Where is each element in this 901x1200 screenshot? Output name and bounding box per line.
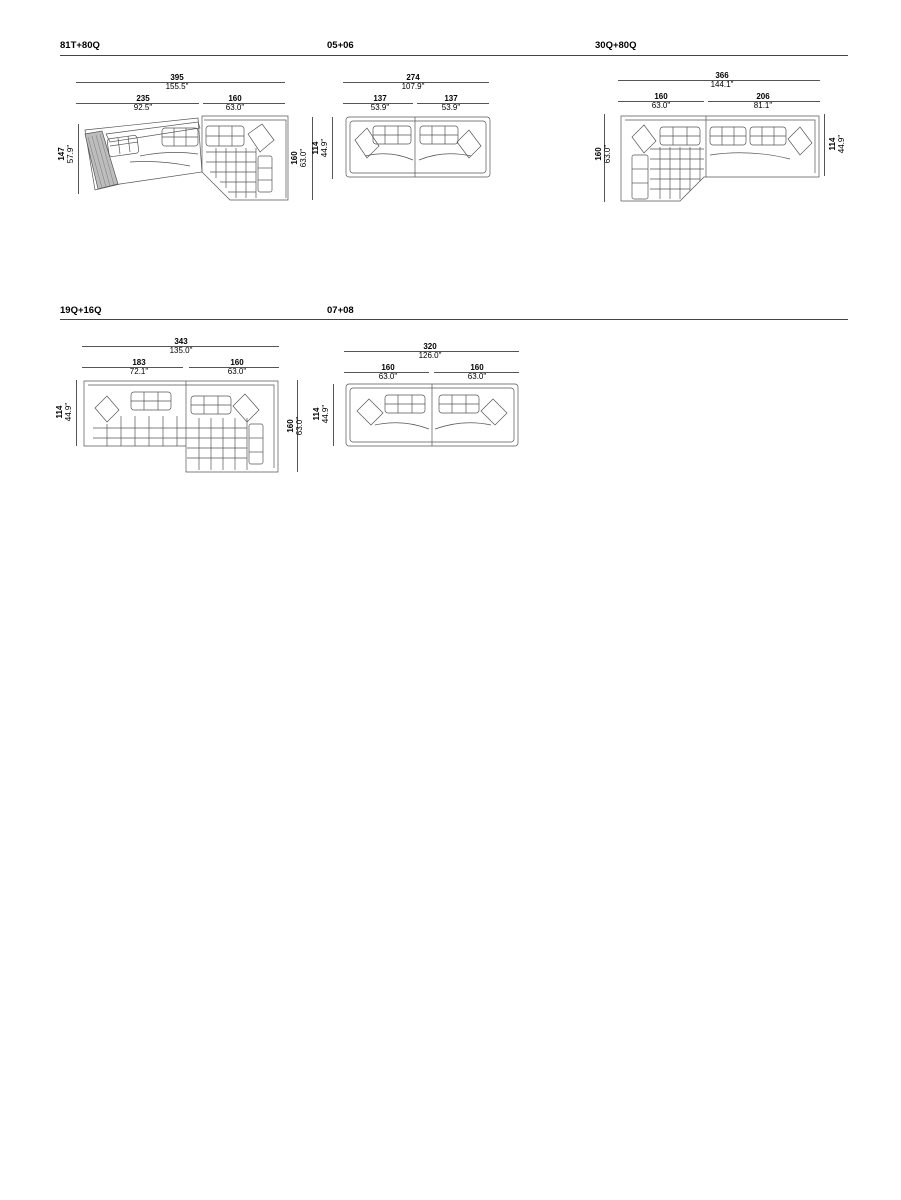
depth-in: 57.9"	[66, 144, 75, 164]
width-in: 155.5"	[165, 82, 189, 91]
width-in: 126.0"	[418, 351, 442, 360]
module-width-label	[754, 92, 772, 110]
sofa-plan-05-06	[345, 116, 491, 178]
module-width-label	[134, 94, 152, 112]
module-cm: 183	[132, 358, 146, 367]
width-in: 144.1"	[710, 80, 734, 89]
module-width-label	[379, 363, 397, 381]
width-cm: 395	[170, 73, 184, 82]
module-width-label	[228, 358, 246, 376]
module-cm: 160	[381, 363, 395, 372]
depth-in: 63.0"	[295, 416, 304, 436]
sofa-plan-81T-80Q	[80, 112, 290, 204]
depth-cm: 160	[290, 151, 299, 165]
module-in: 92.5"	[133, 103, 153, 112]
module-cm: 137	[444, 94, 458, 103]
width-cm: 366	[715, 71, 729, 80]
config-title: 05+06	[327, 40, 354, 51]
left-depth-line	[333, 384, 334, 446]
config-title: 19Q+16Q	[60, 305, 102, 316]
module-in: 53.9"	[370, 103, 390, 112]
module-cm: 160	[230, 358, 244, 367]
width-cm: 320	[423, 342, 437, 351]
depth-cm: 147	[57, 147, 66, 161]
module-cm: 206	[756, 92, 770, 101]
module-width-label	[371, 94, 389, 112]
module-cm: 160	[654, 92, 668, 101]
width-in: 107.9"	[401, 82, 425, 91]
config-title: 07+08	[327, 305, 354, 316]
depth-in: 44.9"	[837, 134, 846, 154]
depth-cm: 160	[286, 419, 295, 433]
module-cm: 137	[373, 94, 387, 103]
sofa-plan-19Q-16Q	[83, 380, 279, 474]
depth-in: 44.9"	[64, 402, 73, 422]
module-cm: 160	[228, 94, 242, 103]
module-cm: 235	[136, 94, 150, 103]
module-width-label	[226, 94, 244, 112]
right-depth-line	[312, 117, 313, 200]
depth-cm: 160	[594, 147, 603, 161]
module-in: 63.0"	[225, 103, 245, 112]
overall-width-label	[419, 342, 442, 360]
config-title: 30Q+80Q	[595, 40, 637, 51]
overall-width-label	[711, 71, 734, 89]
module-in: 81.1"	[753, 101, 773, 110]
width-in: 135.0"	[169, 346, 193, 355]
module-width-label	[442, 94, 460, 112]
module-width-label	[468, 363, 486, 381]
left-depth-line	[332, 117, 333, 179]
config-title: 81T+80Q	[60, 40, 100, 51]
module-in: 63.0"	[227, 367, 247, 376]
module-in: 72.1"	[129, 367, 149, 376]
depth-cm: 114	[828, 137, 837, 151]
depth-in: 44.9"	[321, 404, 330, 424]
section-rule	[60, 319, 848, 320]
width-cm: 274	[406, 73, 420, 82]
overall-width-label	[170, 337, 193, 355]
module-in: 53.9"	[441, 103, 461, 112]
depth-in: 44.9"	[320, 138, 329, 158]
depth-cm: 114	[312, 407, 321, 421]
width-cm: 343	[174, 337, 188, 346]
overall-width-label	[166, 73, 189, 91]
depth-cm: 114	[311, 141, 320, 155]
overall-width-label	[402, 73, 425, 91]
module-in: 63.0"	[467, 372, 487, 381]
module-cm: 160	[470, 363, 484, 372]
module-in: 63.0"	[378, 372, 398, 381]
sofa-plan-30Q-80Q	[620, 115, 820, 205]
section-rule	[60, 55, 848, 56]
right-depth-line	[824, 114, 825, 176]
depth-in: 63.0"	[603, 144, 612, 164]
sofa-plan-07-08	[345, 383, 519, 447]
module-width-label	[130, 358, 148, 376]
left-depth-line	[78, 124, 79, 194]
module-in: 63.0"	[651, 101, 671, 110]
left-depth-line	[76, 380, 77, 446]
depth-in: 63.0"	[299, 148, 308, 168]
module-width-label	[652, 92, 670, 110]
depth-cm: 114	[55, 405, 64, 419]
